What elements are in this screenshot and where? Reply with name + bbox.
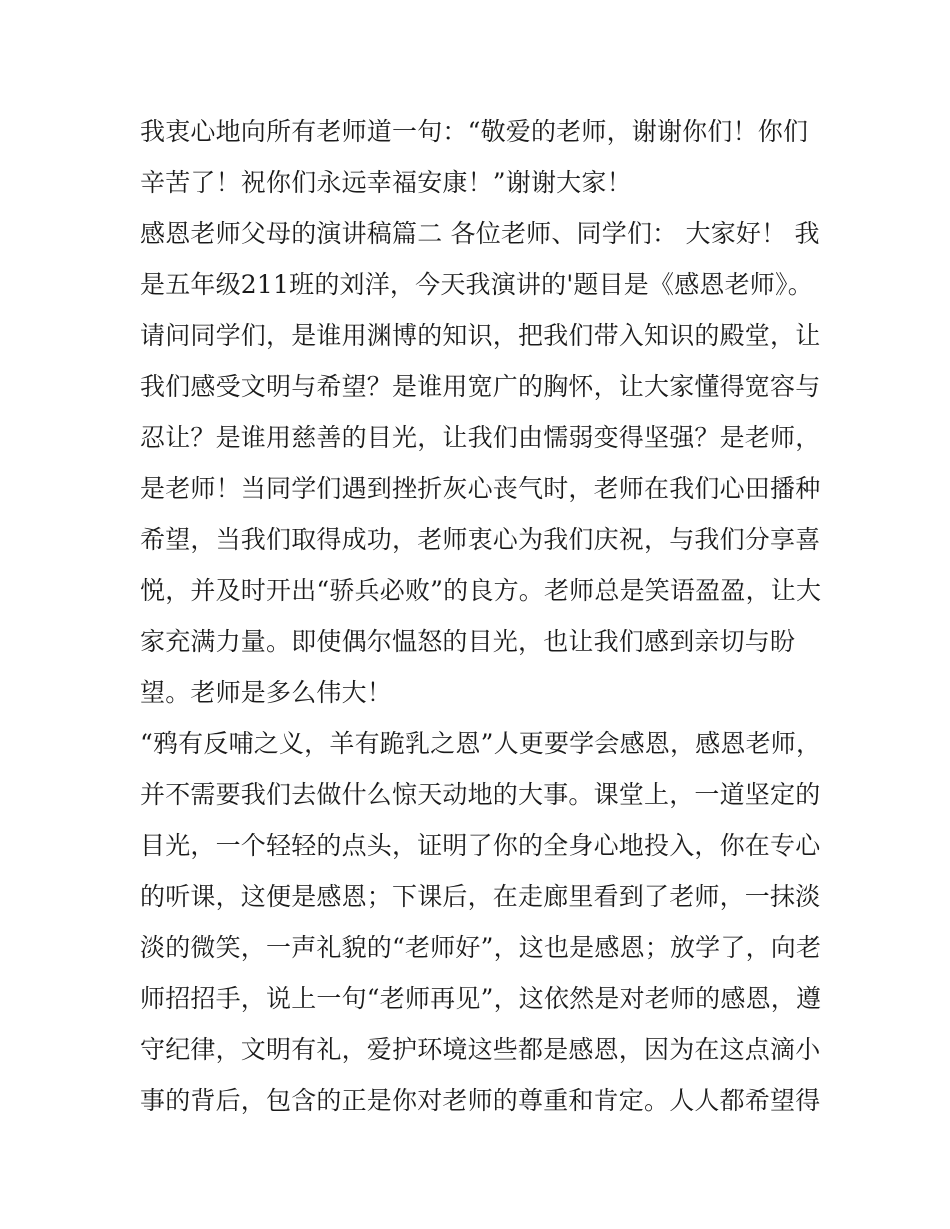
text-line: 事的背后，包含的正是你对老师的尊重和肯定。人人都希望得 — [140, 1086, 821, 1115]
text-line: 守纪律，文明有礼，爱护环境这些都是感恩，因为在这点滴小 — [140, 1035, 821, 1064]
text-line: 淡的微笑，一声礼貌的“老师好”，这也是感恩；放学了，向老 — [140, 933, 822, 962]
text-line: 目光，一个轻轻的点头，证明了你的全身心地投入，你在专心 — [140, 831, 821, 860]
text-line: 师招招手，说上一句“老师再见”，这依然是对老师的感恩，遵 — [140, 984, 822, 1013]
text-line: 家充满力量。即使偶尔愠怒的目光，也让我们感到亲切与盼 — [140, 627, 796, 656]
text-line: 是五年级211班的刘洋，今天我演讲的'题目是《感恩老师》。 — [140, 270, 813, 299]
text-line: 希望，当我们取得成功，老师衷心为我们庆祝，与我们分享喜 — [140, 525, 821, 554]
text-line: 望。老师是多么伟大！ — [140, 678, 393, 707]
text-line: 悦，并及时开出“骄兵必败”的良方。老师总是笑语盈盈，让大 — [140, 576, 822, 605]
text-line: “鸦有反哺之义，羊有跪乳之恩”人更要学会感恩，感恩老师， — [140, 729, 822, 758]
text-line: 是老师！当同学们遇到挫折灰心丧气时，老师在我们心田播种 — [140, 474, 821, 503]
text-line: 辛苦了！祝你们永远幸福安康！”谢谢大家！ — [140, 168, 632, 197]
speech-text-block — [140, 106, 820, 1126]
text-line: 请问同学们，是谁用渊博的知识，把我们带入知识的殿堂，让 — [140, 321, 821, 350]
text-line: 感恩老师父母的演讲稿篇二 各位老师、同学们： 大家好！ 我 — [140, 219, 820, 248]
text-line: 我衷心地向所有老师道一句：“敬爱的老师，谢谢你们！你们 — [140, 117, 809, 146]
text-line: 我们感受文明与希望？是谁用宽广的胸怀，让大家懂得宽容与 — [140, 372, 821, 401]
text-line: 的听课，这便是感恩；下课后，在走廊里看到了老师，一抹淡 — [140, 882, 821, 911]
text-line: 忍让？是谁用慈善的目光，让我们由懦弱变得坚强？是老师， — [140, 423, 821, 452]
text-line: 并不需要我们去做什么惊天动地的大事。课堂上，一道坚定的 — [140, 780, 821, 809]
